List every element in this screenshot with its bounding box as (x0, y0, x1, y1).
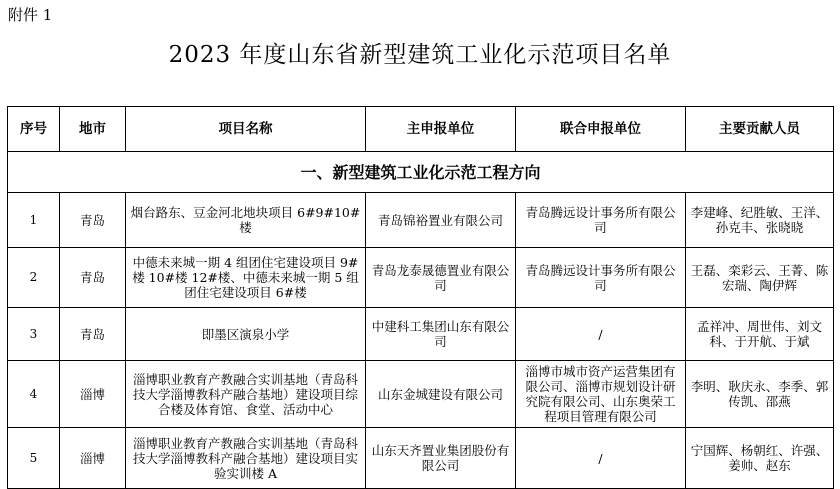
row-contributors: 李建峰、纪胜敏、王洋、孙克丰、张晓晓 (686, 193, 834, 248)
table-row (8, 308, 834, 361)
row-joint-applicant: / (516, 428, 686, 489)
row-project: 淄博职业教育产教融合实训基地（青岛科技大学淄博教科产融合基地）建设项目实验实训楼 A (126, 428, 366, 489)
header-main-applicant: 主申报单位 (366, 107, 516, 152)
row-joint-applicant: 淄博市城市资产运营集团有限公司、淄博市规划设计研究院有限公司、山东奥荣工程项目管理有限公司 (516, 361, 686, 428)
table-header-row (8, 107, 834, 152)
attachment-label: 附件 1 (8, 6, 53, 24)
section-title: 一、新型建筑工业化示范工程方向 (8, 152, 834, 193)
table-row (8, 361, 834, 428)
row-main-applicant: 山东天齐置业集团股份有限公司 (366, 428, 516, 489)
row-main-applicant: 山东金城建设有限公司 (366, 361, 516, 428)
row-contributors: 王磊、栾彩云、王菁、陈宏瑞、陶伊辉 (686, 248, 834, 308)
row-city: 青岛 (60, 308, 126, 361)
row-contributors: 孟祥冲、周世伟、刘文科、于开航、于斌 (686, 308, 834, 361)
row-project: 中德未来城一期 4 组团住宅建设项目 9#楼 10#楼 12#楼、中德未来城一期 5 组团住宅建设项目 6#楼 (126, 248, 366, 308)
row-main-applicant: 青岛龙泰晟德置业有限公司 (366, 248, 516, 308)
row-no: 4 (8, 361, 60, 428)
row-city: 青岛 (60, 193, 126, 248)
row-contributors: 李明、耿庆永、李季、郭传凯、邵燕 (686, 361, 834, 428)
table-row (8, 428, 834, 489)
row-city: 青岛 (60, 248, 126, 308)
row-project: 烟台路东、豆金河北地块项目 6#9#10#楼 (126, 193, 366, 248)
row-no: 3 (8, 308, 60, 361)
header-project: 项目名称 (126, 107, 366, 152)
row-project: 淄博职业教育产教融合实训基地（青岛科技大学淄博教科产融合基地）建设项目综合楼及体育馆、食堂、活动中心 (126, 361, 366, 428)
row-main-applicant: 青岛锦裕置业有限公司 (366, 193, 516, 248)
row-no: 5 (8, 428, 60, 489)
table-row (8, 248, 834, 308)
project-list-table (7, 106, 834, 489)
header-joint-applicant: 联合申报单位 (516, 107, 686, 152)
document-title: 2023 年度山东省新型建筑工业化示范项目名单 (168, 42, 672, 68)
table-row (8, 193, 834, 248)
header-city: 地市 (60, 107, 126, 152)
row-city: 淄博 (60, 428, 126, 489)
row-joint-applicant: 青岛腾远设计事务所有限公司 (516, 193, 686, 248)
row-no: 1 (8, 193, 60, 248)
row-project: 即墨区演泉小学 (126, 308, 366, 361)
row-contributors: 宁国辉、杨朝红、许强、姜帅、赵东 (686, 428, 834, 489)
row-joint-applicant: / (516, 308, 686, 361)
header-contributors: 主要贡献人员 (686, 107, 834, 152)
row-main-applicant: 中建科工集团山东有限公司 (366, 308, 516, 361)
row-joint-applicant: 青岛腾远设计事务所有限公司 (516, 248, 686, 308)
row-no: 2 (8, 248, 60, 308)
section-row (8, 152, 834, 193)
row-city: 淄博 (60, 361, 126, 428)
header-no: 序号 (8, 107, 60, 152)
